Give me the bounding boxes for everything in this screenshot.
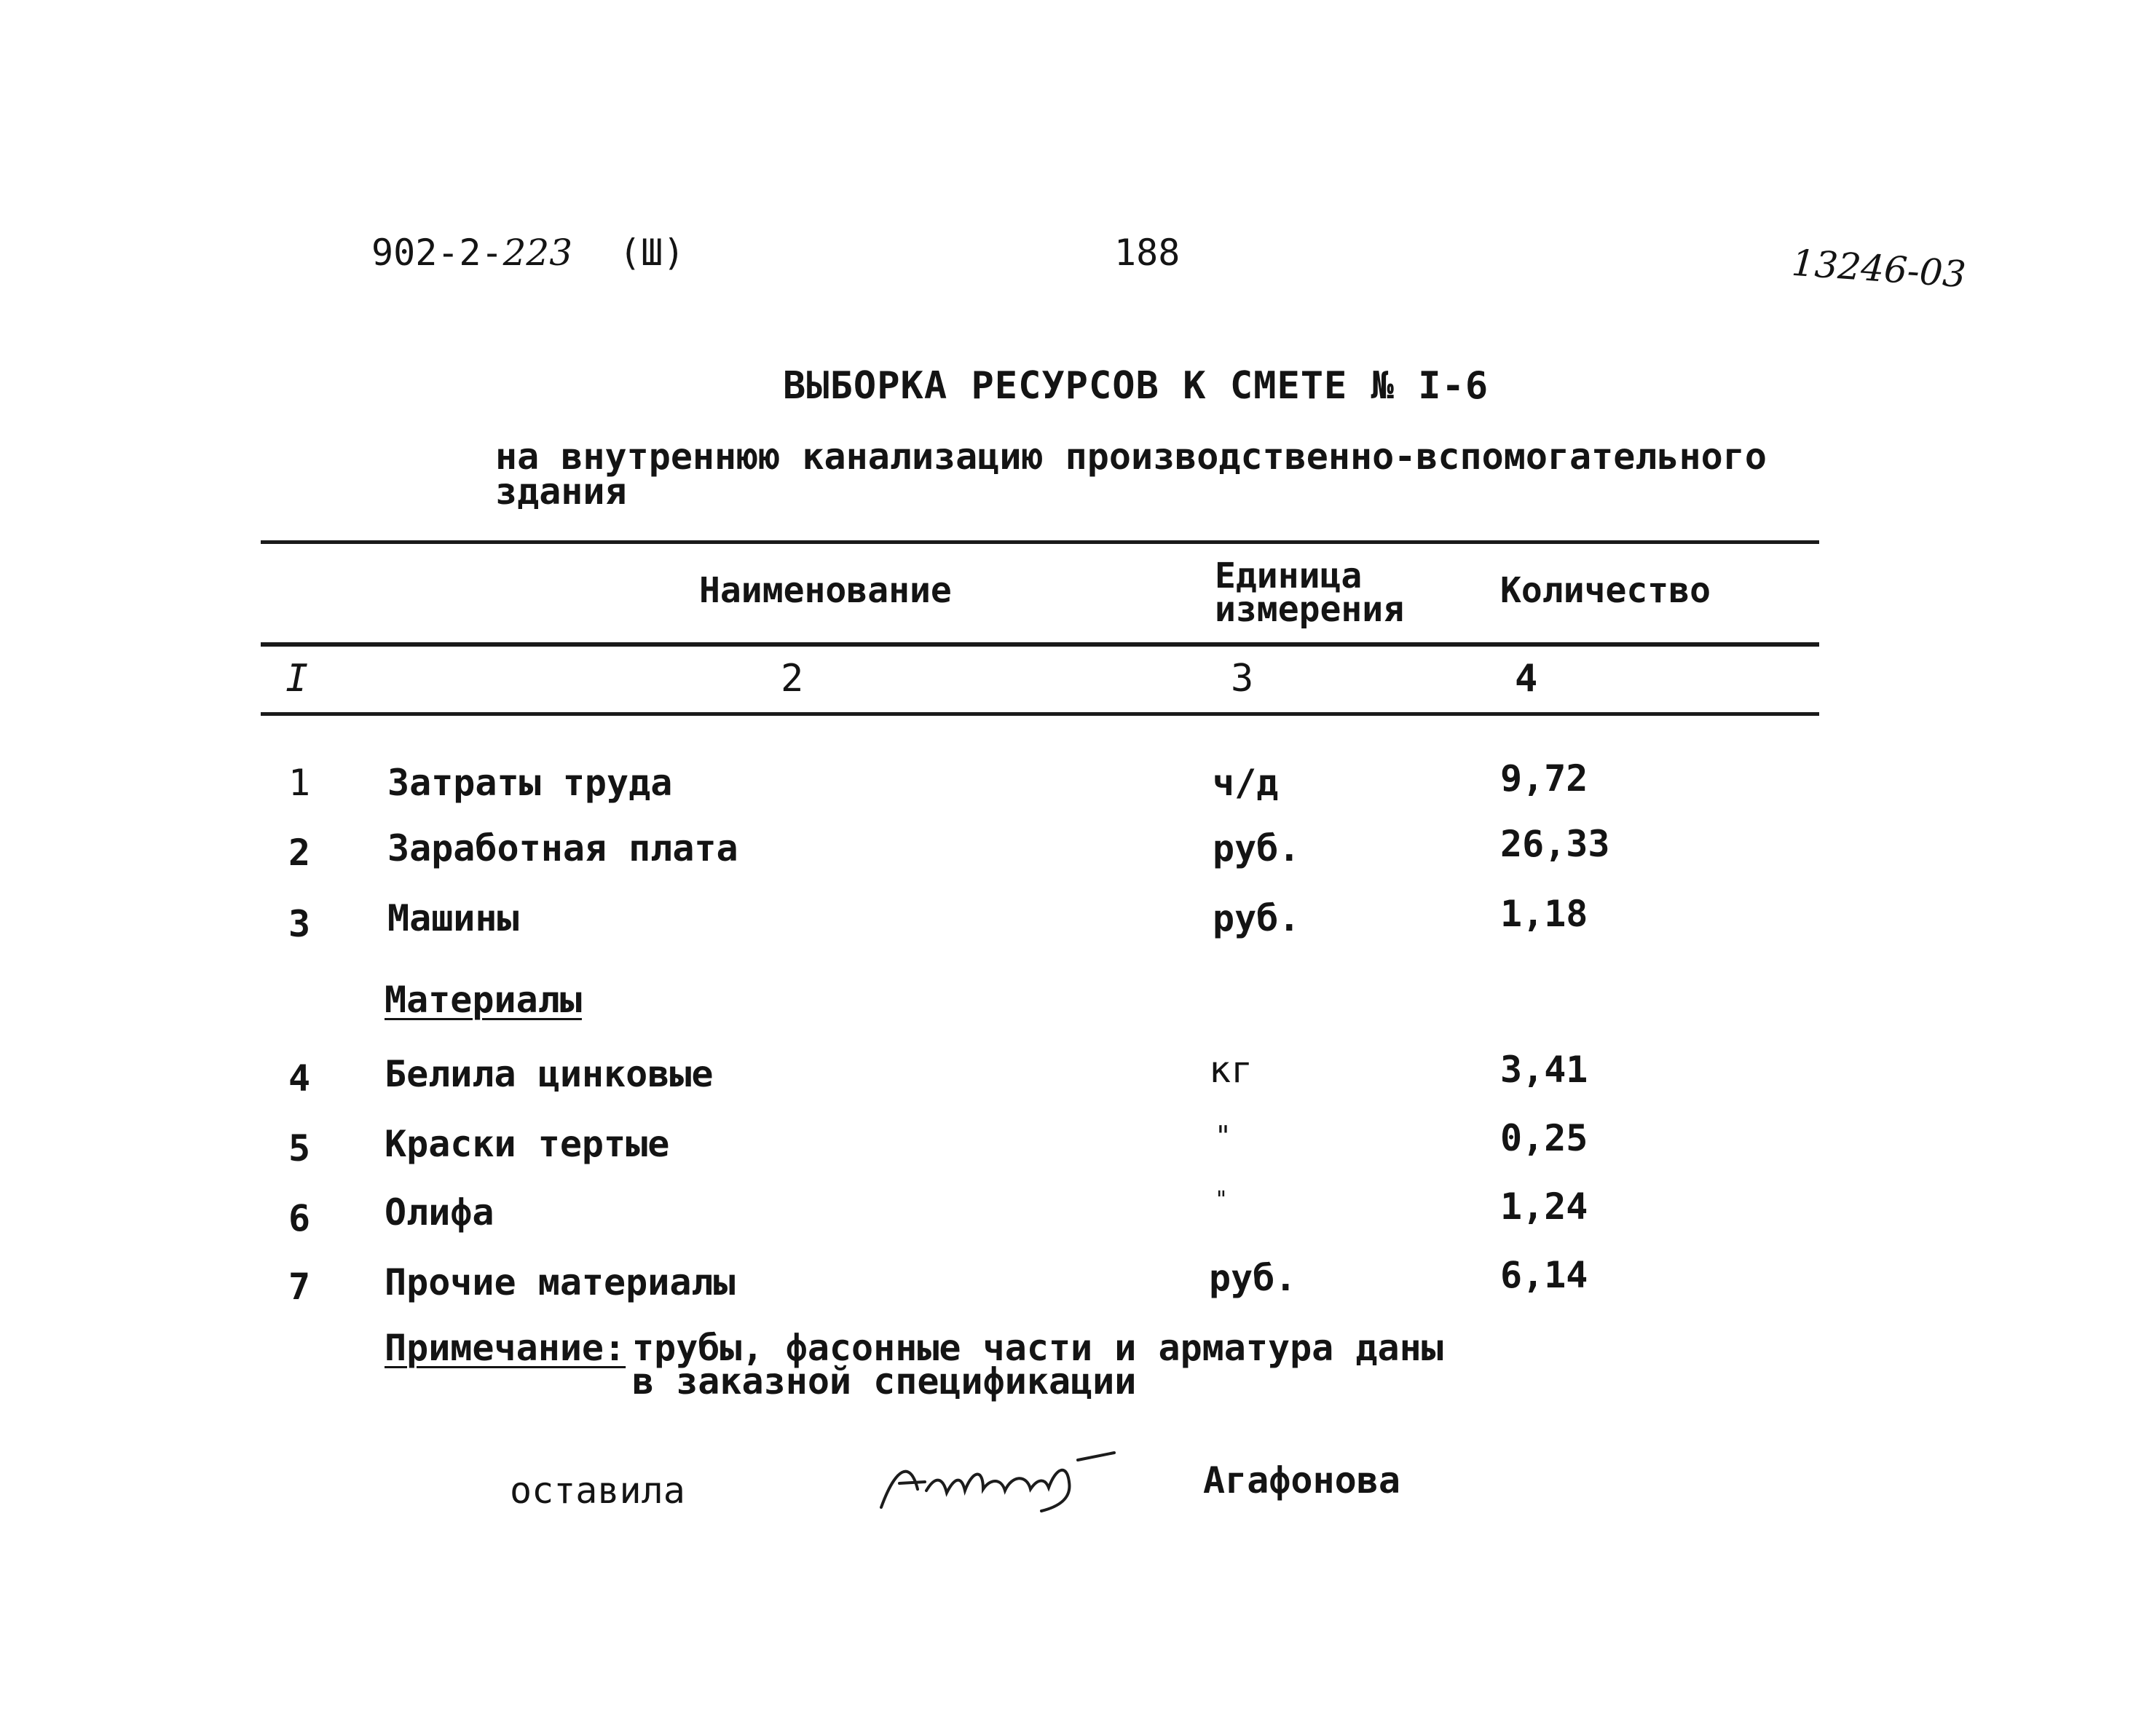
row-unit: руб.: [1209, 1257, 1297, 1299]
row-number: 2: [288, 832, 311, 874]
row-qty: 1,24: [1500, 1185, 1588, 1228]
page-title: ВЫБОРКА РЕСУРСОВ К СМЕТЕ № I-6: [783, 364, 1489, 408]
row-name: Белила цинковые: [385, 1053, 714, 1095]
row-number: 1: [288, 762, 311, 804]
table-number-rule: [261, 712, 1819, 716]
row-qty: 1,18: [1500, 893, 1588, 935]
note-label: Примечание:: [385, 1327, 626, 1369]
row-qty: 6,14: [1500, 1254, 1588, 1296]
column-number-1: I: [285, 657, 309, 701]
doc-part: (Ш): [619, 232, 685, 274]
row-unit: ": [1215, 1187, 1229, 1212]
row-name: Машины: [387, 897, 519, 939]
row-qty: 3,41: [1500, 1049, 1588, 1091]
note-line1: трубы, фасонные части и арматура даны: [632, 1327, 1443, 1369]
signature-name: Агафонова: [1203, 1459, 1400, 1502]
row-name: Прочие материалы: [385, 1261, 736, 1303]
row-unit: руб.: [1213, 827, 1301, 869]
table-header-rule: [261, 642, 1819, 647]
row-number: 7: [288, 1266, 311, 1308]
signature-role: оставила: [510, 1469, 685, 1512]
row-qty: 9,72: [1500, 757, 1588, 800]
row-name: Заработная плата: [387, 827, 738, 869]
doc-code: [371, 232, 572, 274]
header-unit-line1: Единица: [1215, 556, 1363, 596]
header-qty: Количество: [1500, 570, 1711, 611]
row-name: Затраты труда: [387, 762, 673, 804]
note-line2: в заказной спецификации: [632, 1360, 1137, 1402]
archive-number: 13246-03: [1790, 241, 1968, 296]
section-materials: Материалы: [385, 979, 582, 1021]
row-unit: кг: [1209, 1049, 1253, 1091]
header-name: Наименование: [699, 570, 952, 611]
header-unit-line2: измерения: [1215, 589, 1405, 630]
row-number: 4: [288, 1057, 311, 1100]
row-name: Краски тертые: [385, 1123, 670, 1165]
row-qty: 0,25: [1500, 1117, 1588, 1159]
row-number: 5: [288, 1127, 311, 1169]
row-qty: 26,33: [1500, 823, 1610, 865]
subtitle-line1: на внутреннюю канализацию производственно-вспомогательного: [495, 435, 1767, 478]
page-number: 188: [1114, 232, 1181, 274]
table-top-rule: [261, 540, 1819, 544]
doc-code-prefix: 902-2-: [371, 232, 503, 274]
row-unit: руб.: [1213, 897, 1301, 939]
row-number: 6: [288, 1197, 311, 1239]
row-unit: ч/д: [1213, 762, 1279, 804]
doc-code-number: 223: [502, 232, 573, 274]
column-number-2: 2: [781, 657, 804, 701]
row-number: 3: [288, 903, 311, 945]
subtitle-line2: здания: [495, 470, 627, 513]
column-number-3: 3: [1231, 657, 1254, 701]
row-unit: ": [1215, 1120, 1231, 1152]
row-name: Олифа: [385, 1191, 494, 1234]
column-number-4: 4: [1515, 657, 1538, 701]
